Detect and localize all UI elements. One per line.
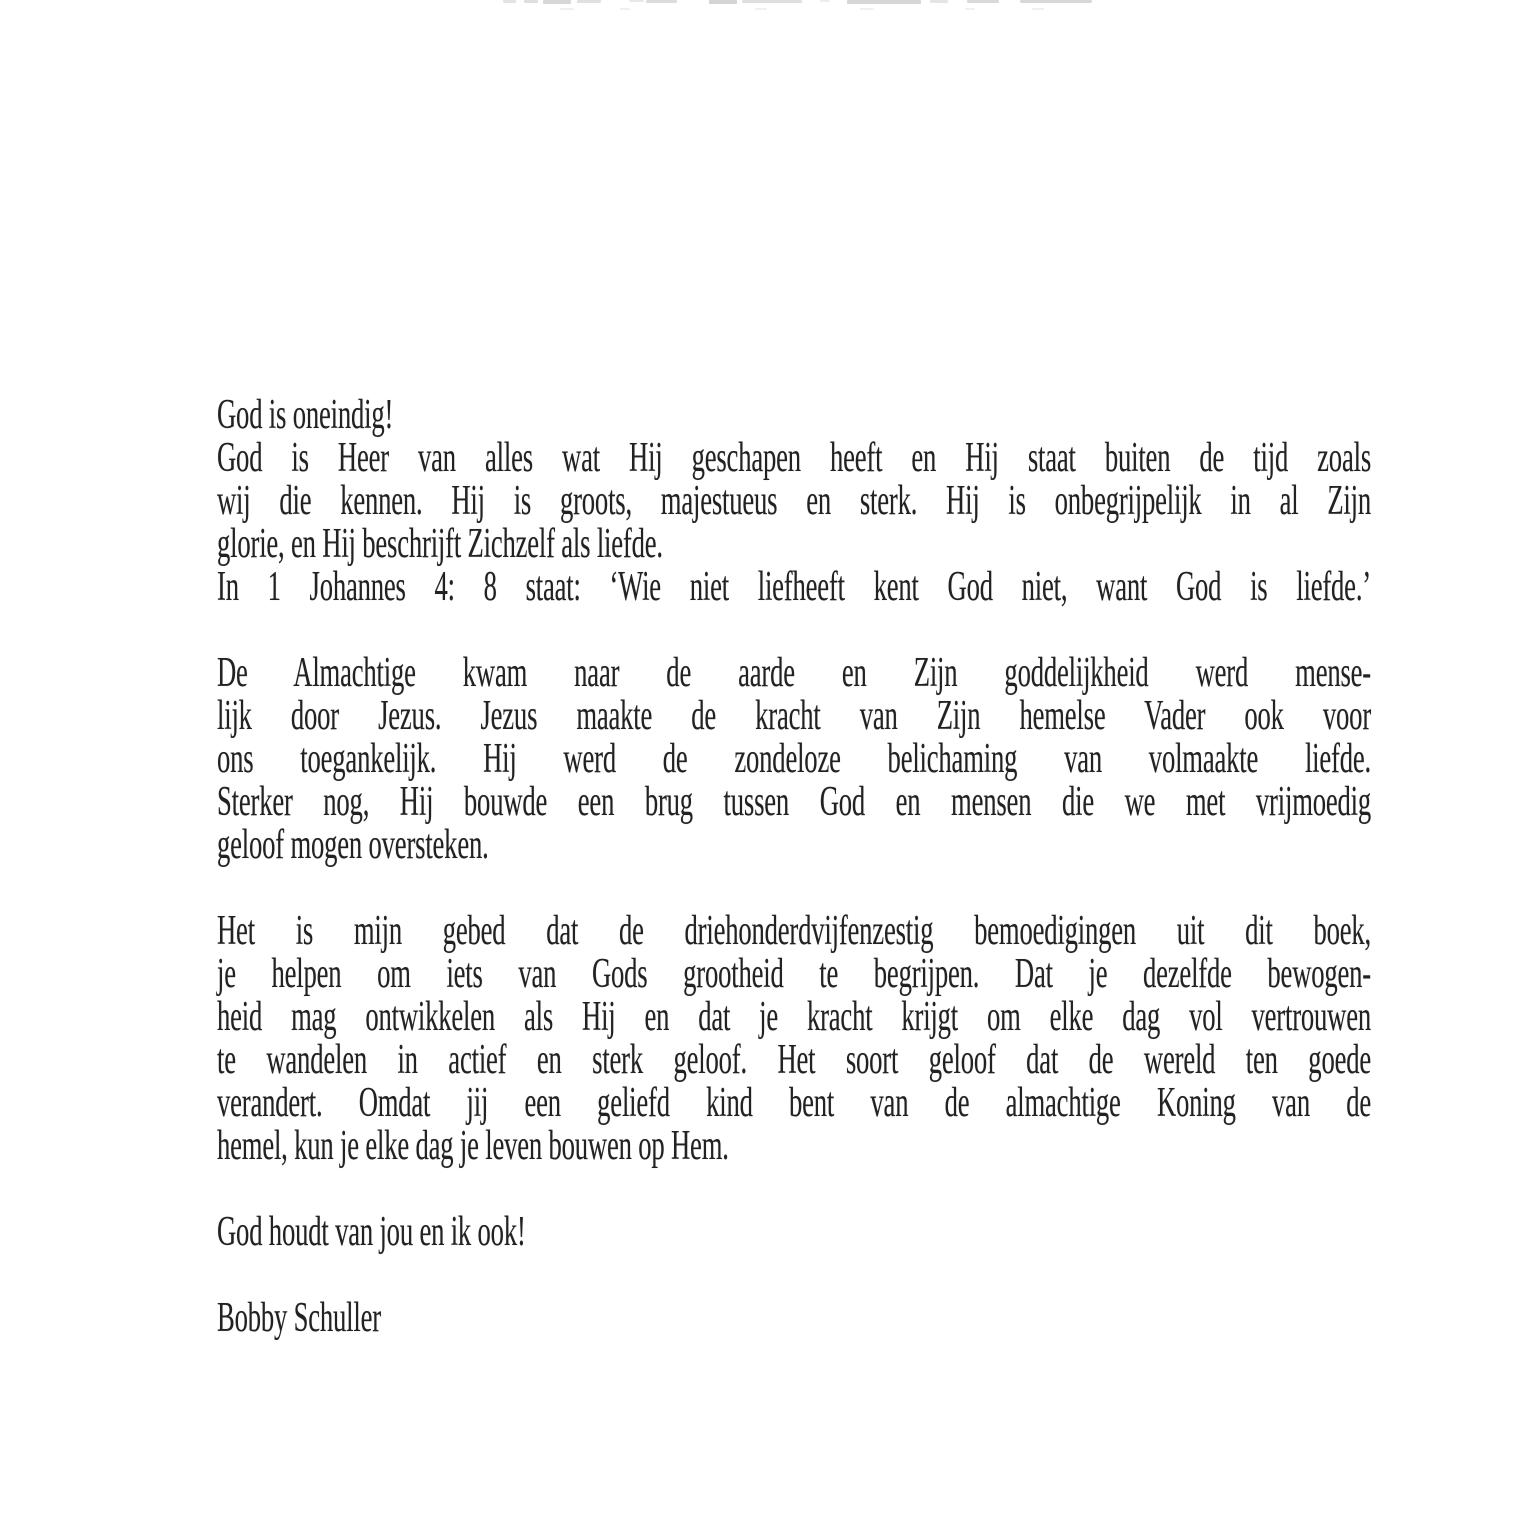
paragraph-signature xyxy=(217,1294,1517,1341)
text-line: lijk door Jezus. Jezus maakte de kracht van Zijn hemelse Vader ook voor xyxy=(217,692,1372,739)
text-line: God is oneindig! xyxy=(217,391,394,438)
text-line: wij die kennen. Hij is groots, majestueus en sterk. Hij is onbegrijpelijk in al Zijn xyxy=(217,477,1372,524)
clipped-scan-text-artifact xyxy=(0,0,1535,14)
text-line: God houdt van jou en ik ook! xyxy=(217,1208,526,1255)
text-line: te wandelen in actief en sterk geloof. Het soort geloof dat de wereld ten goede xyxy=(217,1036,1372,1083)
text-block xyxy=(217,391,1517,1341)
paragraph-body-1 xyxy=(217,649,1517,868)
text-line: je helpen om iets van Gods grootheid te begrijpen. Dat je dezelfde bewogen- xyxy=(217,950,1372,997)
text-line: Het is mijn gebed dat de driehonderdvijfenzestig bemoedigingen uit dit boek, xyxy=(217,907,1372,954)
paragraph-body-2 xyxy=(217,907,1517,1169)
text-line: Sterker nog, Hij bouwde een brug tussen God en mensen die we met vrijmoedig xyxy=(217,778,1372,825)
text-line: glorie, en Hij beschrijft Zichzelf als liefde. xyxy=(217,520,663,567)
text-line: In 1 Johannes 4: 8 staat: ‘Wie niet liefheeft kent God niet, want God is liefde.’ xyxy=(217,563,1372,610)
text-line: hemel, kun je elke dag je leven bouwen op Hem. xyxy=(217,1122,729,1169)
text-line: God is Heer van alles wat Hij geschapen heeft en Hij staat buiten de tijd zoals xyxy=(217,434,1372,481)
text-line: De Almachtige kwam naar de aarde en Zijn goddelijkheid werd mense- xyxy=(217,649,1372,696)
text-line: ons toegankelijk. Hij werd de zondeloze belichaming van volmaakte liefde. xyxy=(217,735,1372,782)
text-line: geloof mogen oversteken. xyxy=(217,821,489,868)
text-line: Bobby Schuller xyxy=(217,1294,381,1341)
paragraph-intro xyxy=(217,391,1517,610)
text-line: verandert. Omdat jij een geliefd kind bent van de almachtige Koning van de xyxy=(217,1079,1372,1126)
text-line: heid mag ontwikkelen als Hij en dat je kracht krijgt om elke dag vol vertrouwen xyxy=(217,993,1372,1040)
paragraph-closing xyxy=(217,1208,1517,1255)
